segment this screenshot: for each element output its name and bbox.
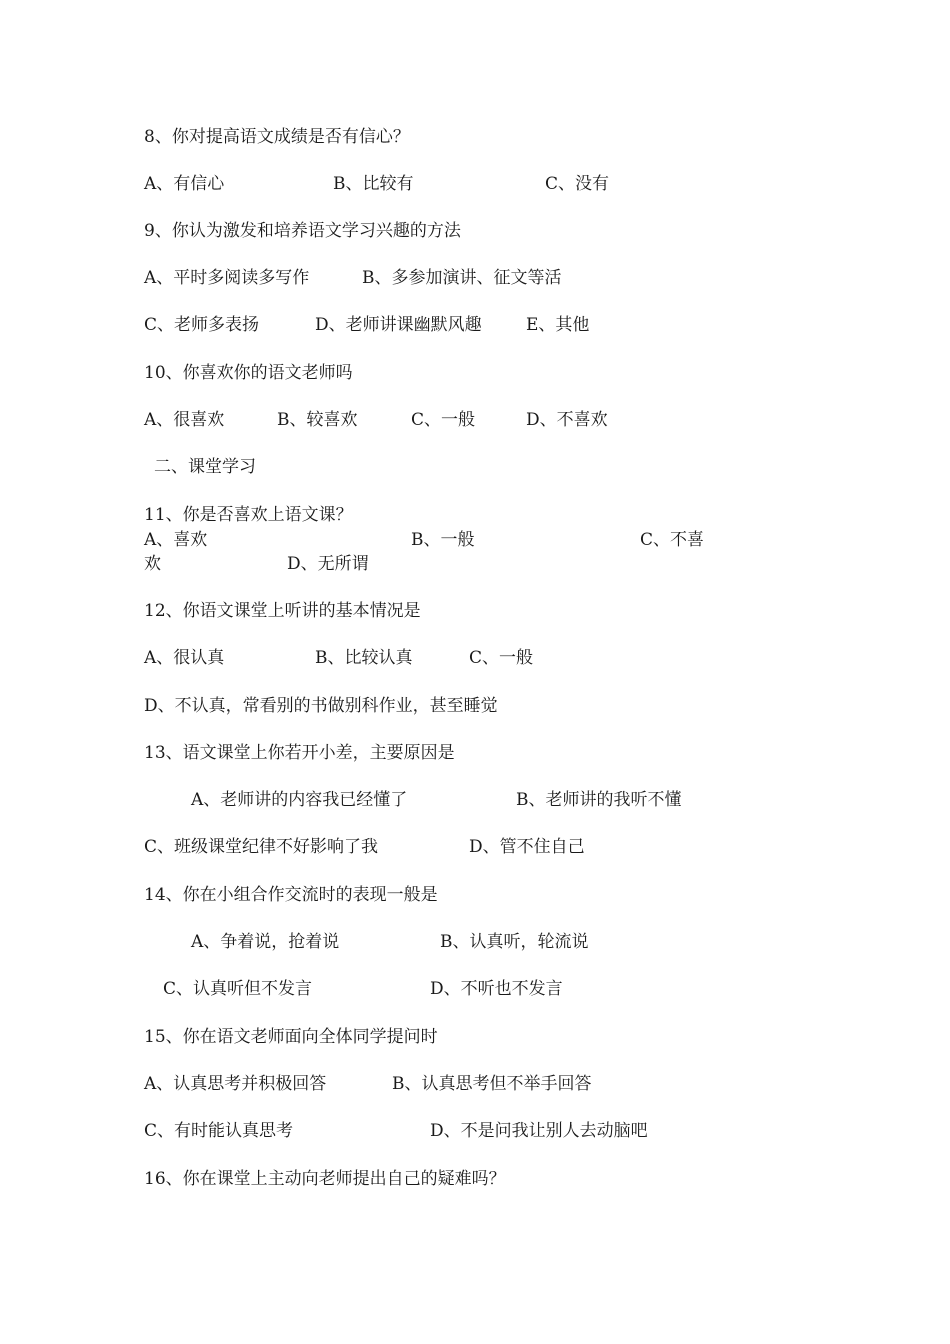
option-d: D、无所谓 (287, 554, 369, 574)
question-text: 10、你喜欢你的语文老师吗 (144, 363, 353, 383)
option-b: B、比较认真 (315, 648, 413, 668)
option-d: D、不喜欢 (526, 410, 608, 430)
question-14 (144, 883, 438, 907)
option-c: C、班级课堂纪律不好影响了我 (144, 837, 379, 857)
option-d: D、管不住自己 (469, 837, 585, 857)
option-a: A、平时多阅读多写作 (144, 268, 310, 288)
question-15-options-row2 (0, 1119, 950, 1143)
option-a: A、很喜欢 (144, 410, 225, 430)
question-text: 11、你是否喜欢上语文课？ (144, 505, 353, 525)
option-b: B、一般 (411, 530, 475, 550)
question-13-options-row1 (0, 788, 950, 812)
option-a: A、老师讲的内容我已经懂了 (191, 790, 408, 810)
question-10-options (0, 408, 950, 432)
question-text: 9、你认为激发和培养语文学习兴趣的方法 (144, 221, 461, 241)
option-c: C、认真听但不发言 (163, 979, 313, 999)
question-text: 16、你在课堂上主动向老师提出自己的疑难吗？ (144, 1169, 506, 1189)
option-a: A、很认真 (144, 648, 225, 668)
option-c: C、一般 (411, 410, 476, 430)
option-d: D、不是问我让别人去动脑吧 (430, 1121, 648, 1141)
question-9-options-row2 (0, 313, 950, 337)
question-12 (144, 599, 421, 623)
option-b: B、老师讲的我听不懂 (516, 790, 682, 810)
question-text: 8、你对提高语文成绩是否有信心？ (144, 127, 410, 147)
question-8-options (0, 172, 950, 196)
option-a: A、有信心 (144, 174, 225, 194)
option-b: B、认真思考但不举手回答 (392, 1074, 592, 1094)
option-a: A、争着说，抢着说 (191, 932, 340, 952)
section-heading (154, 455, 256, 479)
option-c: C、不喜 (640, 530, 705, 550)
question-11 (144, 503, 353, 527)
question-14-options-row2 (0, 977, 950, 1001)
option-b: B、比较有 (333, 174, 414, 194)
option-d: D、不认真，常看别的书做别科作业，甚至睡觉 (144, 696, 498, 716)
option-a: A、喜欢 (144, 530, 208, 550)
option-c: C、一般 (469, 648, 534, 668)
question-16 (144, 1167, 506, 1191)
question-14-options-row1 (0, 930, 950, 954)
question-text: 15、你在语文老师面向全体同学提问时 (144, 1027, 438, 1047)
question-12-options-row2 (144, 694, 498, 718)
section-heading-text: 二、课堂学习 (154, 457, 256, 477)
option-c-continued: 欢 (144, 554, 161, 574)
question-9-options-row1 (0, 266, 950, 290)
option-a: A、认真思考并积极回答 (144, 1074, 327, 1094)
question-text: 13、语文课堂上你若开小差，主要原因是 (144, 743, 455, 763)
question-15-options-row1 (0, 1072, 950, 1096)
option-d: D、老师讲课幽默风趣 (315, 315, 482, 335)
option-b: B、认真听，轮流说 (440, 932, 589, 952)
question-12-options-row1 (0, 646, 950, 670)
question-13 (144, 741, 455, 765)
option-c: C、老师多表扬 (144, 315, 260, 335)
option-c: C、没有 (545, 174, 610, 194)
question-11-options-row2 (0, 552, 950, 576)
question-11-options-row1 (0, 528, 950, 552)
option-d: D、不听也不发言 (430, 979, 563, 999)
question-10 (144, 361, 353, 385)
option-c: C、有时能认真思考 (144, 1121, 294, 1141)
question-15 (144, 1025, 438, 1049)
question-13-options-row2 (0, 835, 950, 859)
option-e: E、其他 (526, 315, 590, 335)
question-text: 14、你在小组合作交流时的表现一般是 (144, 885, 438, 905)
question-text: 12、你语文课堂上听讲的基本情况是 (144, 601, 421, 621)
question-9 (144, 219, 461, 243)
question-8 (144, 125, 410, 149)
option-b: B、多参加演讲、征文等活 (362, 268, 562, 288)
option-b: B、较喜欢 (277, 410, 358, 430)
